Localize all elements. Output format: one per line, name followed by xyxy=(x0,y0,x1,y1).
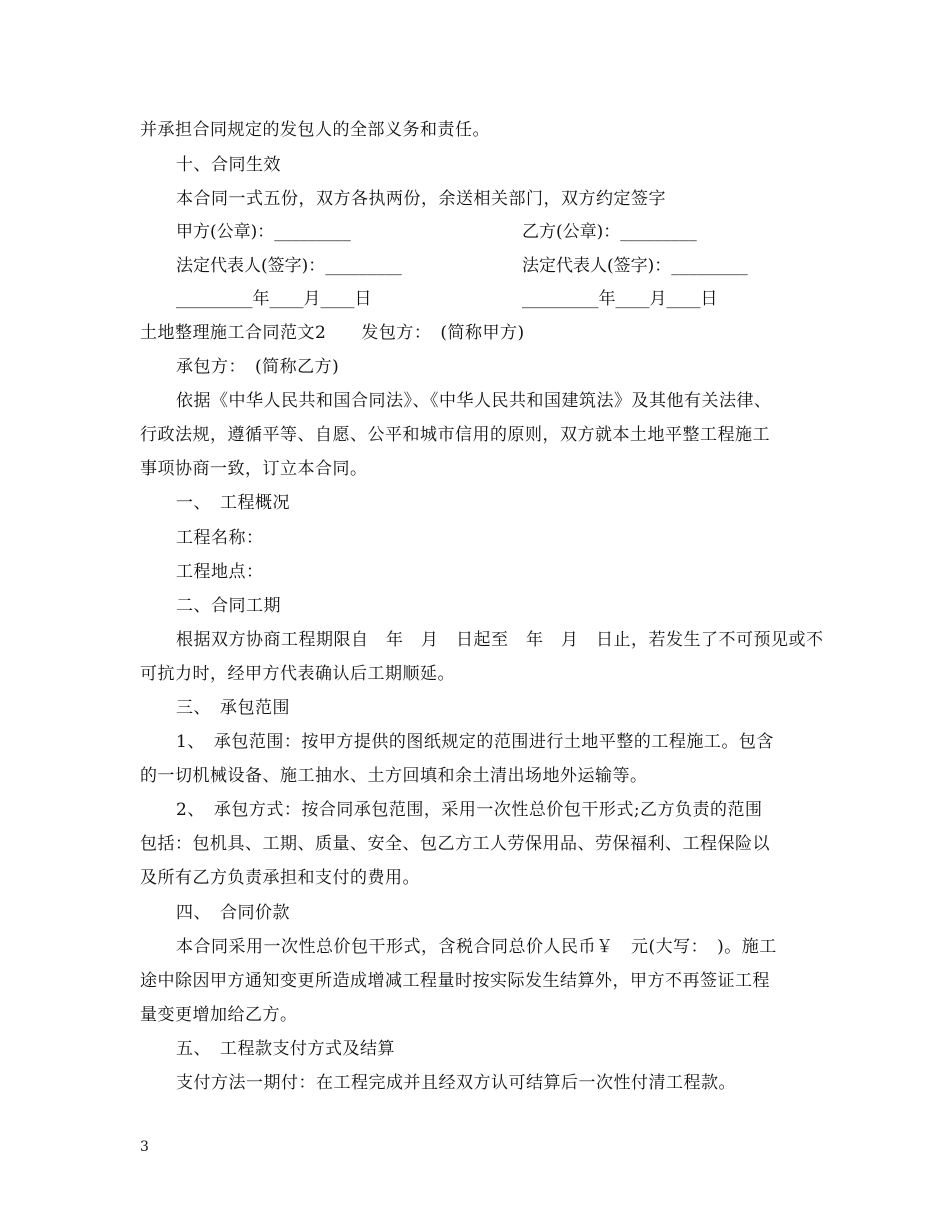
text-line: 本合同一式五份，双方各执两份，余送相关部门，双方约定签字 xyxy=(176,189,666,209)
text-line: 工程地点： xyxy=(176,562,264,582)
text-line: 依据《中华人民共和国合同法》、《中华人民共和国建筑法》及其他有关法律、 xyxy=(176,391,772,411)
text-line: 包括：包机具、工期、质量、安全、包乙方工人劳保用品、劳保福利、工程保险以 xyxy=(140,834,770,854)
party-a-seal-field: 甲方(公章)：_________ xyxy=(176,222,351,242)
section-heading-4: 四、 合同价款 xyxy=(176,903,290,923)
text-line: 承包方： (简称乙方) xyxy=(176,357,340,377)
text-line: 本合同采用一次性总价包干形式，含税合同总价人民币￥ 元(大写： )。施工 xyxy=(176,937,777,957)
text-line: 1、 承包范围：按甲方提供的图纸规定的范围进行土地平整的工程施工。包含 xyxy=(176,732,774,752)
text-line: 事项协商一致，订立本合同。 xyxy=(140,459,368,479)
text-line: 的一切机械设备、施工抽水、土方回填和余土清出场地外运输等。 xyxy=(140,766,648,786)
page-number: 3 xyxy=(140,1139,149,1155)
party-a-date-field: _________年____月____日 xyxy=(176,289,372,309)
text-line: 及所有乙方负责承担和支付的费用。 xyxy=(140,868,420,888)
party-b-seal-field: 乙方(公章)：_________ xyxy=(522,222,697,242)
text-line: 可抗力时，经甲方代表确认后工期顺延。 xyxy=(140,664,455,684)
text-line: 根据双方协商工程期限自 年 月 日起至 年 月 日止，若发生了不可预见或不 xyxy=(176,630,824,650)
section-heading-1: 一、 工程概况 xyxy=(176,493,290,513)
party-b-representative-field: 法定代表人(签字)：_________ xyxy=(522,256,748,276)
text-line: 量变更增加给乙方。 xyxy=(140,1005,298,1025)
party-b-date-field: _________年____月____日 xyxy=(522,289,718,309)
section-heading-10: 十、合同生效 xyxy=(176,155,281,175)
text-line: 并承担合同规定的发包人的全部义务和责任。 xyxy=(140,120,490,140)
document-title-line: 土地整理施工合同范文2 发包方： (简称甲方) xyxy=(140,323,525,343)
section-heading-5: 五、 工程款支付方式及结算 xyxy=(176,1039,395,1059)
text-line: 途中除因甲方通知变更所造成增减工程量时按实际发生结算外，甲方不再签证工程 xyxy=(140,971,770,991)
section-heading-3: 三、 承包范围 xyxy=(176,698,290,718)
section-heading-2: 二、合同工期 xyxy=(176,596,281,616)
text-line: 行政法规，遵循平等、自愿、公平和城市信用的原则，双方就本土地平整工程施工 xyxy=(140,425,770,445)
text-line: 工程名称： xyxy=(176,528,264,548)
party-a-representative-field: 法定代表人(签字)：_________ xyxy=(176,256,402,276)
text-line: 2、 承包方式：按合同承包范围，采用一次性总价包干形式;乙方负责的范围 xyxy=(176,800,763,820)
text-line: 支付方法一期付：在工程完成并且经双方认可结算后一次性付清工程款。 xyxy=(176,1073,736,1093)
